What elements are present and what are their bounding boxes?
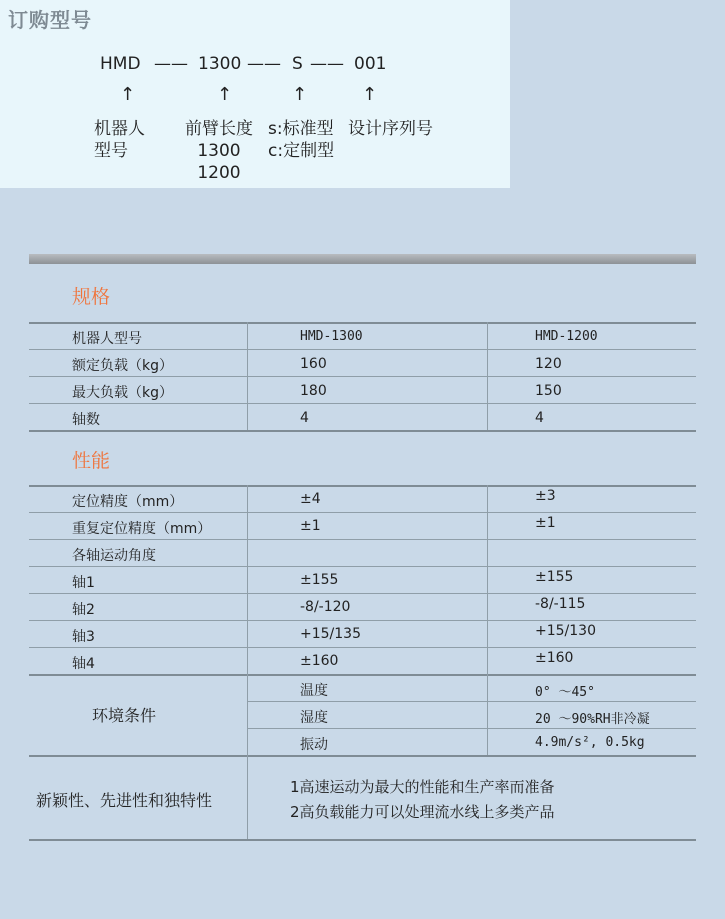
table-rule: [29, 430, 696, 432]
spec-row-value: 4: [300, 410, 309, 426]
spec-row-value: 160: [300, 356, 327, 372]
table-rule: [29, 593, 696, 594]
up-arrow-icon: ↑: [292, 84, 308, 105]
perf-row-value: -8/-120: [300, 599, 351, 615]
perf-row-value: ±155: [535, 569, 574, 585]
features-label: 新颖性、先进性和独特性: [36, 791, 213, 810]
perf-row-value: ±1: [300, 518, 321, 534]
order-title: 订购型号: [8, 8, 92, 32]
code-dash-1: ——: [154, 54, 188, 74]
table-column-rule: [247, 485, 248, 674]
perf-row-value: +15/135: [300, 626, 361, 642]
table-rule: [29, 485, 696, 487]
table-rule: [29, 376, 696, 377]
perf-row-value: -8/-115: [535, 596, 586, 612]
environment-label: 环境条件: [92, 706, 157, 725]
code-dash-2: ——: [247, 54, 281, 74]
table-rule: [29, 839, 696, 841]
table-column-rule: [247, 322, 248, 430]
perf-row-value: ±3: [535, 488, 556, 504]
perf-row-label: 定位精度（mm）: [72, 494, 184, 510]
env-row-label: 振动: [300, 737, 328, 753]
spec-row-value: 120: [535, 356, 562, 372]
order-model-panel: [0, 0, 510, 188]
table-rule: [29, 322, 696, 324]
env-row-value: 20 ～90%RH非冷凝: [535, 712, 650, 727]
desc-type: s:标准型 c:定制型: [268, 119, 335, 161]
perf-row-label: 各轴运动角度: [72, 548, 156, 564]
table-column-rule: [487, 322, 488, 430]
spec-row-value: 180: [300, 383, 327, 399]
perf-row-label: 轴4: [72, 656, 95, 672]
env-row-label: 温度: [300, 683, 328, 699]
spec-header-model-1: HMD-1300: [300, 329, 363, 344]
section-divider-bar: [29, 254, 696, 264]
perf-row-value: ±1: [535, 515, 556, 531]
env-row-label: 湿度: [300, 710, 328, 726]
table-rule: [29, 539, 696, 540]
desc-model: 机器人 型号: [94, 119, 145, 161]
table-rule: [29, 620, 696, 621]
spec-row-label: 最大负载（kg）: [72, 385, 173, 401]
code-dash-3: ——: [310, 54, 344, 74]
desc-arm-length: 前臂长度 1300 1200: [185, 119, 253, 183]
spec-row-value: 150: [535, 383, 562, 399]
perf-row-value: ±155: [300, 572, 339, 588]
code-serial: 001: [354, 54, 387, 74]
perf-row-value: ±4: [300, 491, 321, 507]
spec-section-title: 规格: [72, 286, 111, 308]
perf-row-value: +15/130: [535, 623, 596, 639]
spec-row-value: 4: [535, 410, 544, 426]
table-rule: [29, 647, 696, 648]
up-arrow-icon: ↑: [120, 84, 136, 105]
table-column-rule: [487, 485, 488, 674]
env-row-value: 0° ～45°: [535, 685, 595, 700]
table-rule: [29, 349, 696, 350]
perf-row-label: 轴2: [72, 602, 95, 618]
table-rule: [29, 755, 696, 757]
spec-header-model-2: HMD-1200: [535, 329, 598, 344]
spec-header-label: 机器人型号: [72, 331, 142, 347]
up-arrow-icon: ↑: [217, 84, 233, 105]
env-row-value: 4.9m/s², 0.5kg: [535, 735, 645, 750]
table-column-rule: [247, 755, 248, 839]
feature-item: 2高负载能力可以处理流水线上多类产品: [290, 803, 555, 821]
perf-row-label: 轴3: [72, 629, 95, 645]
code-arm-length: 1300: [198, 54, 242, 74]
feature-item: 1高速运动为最大的性能和生产率而准备: [290, 778, 555, 796]
table-rule: [29, 403, 696, 404]
code-type: S: [292, 54, 303, 74]
perf-row-value: ±160: [300, 653, 339, 669]
perf-row-label: 轴1: [72, 575, 95, 591]
desc-serial: 设计序列号: [348, 119, 433, 139]
code-model: HMD: [100, 54, 141, 74]
up-arrow-icon: ↑: [362, 84, 378, 105]
table-column-rule: [247, 674, 248, 755]
perf-row-value: ±160: [535, 650, 574, 666]
performance-section-title: 性能: [72, 450, 111, 472]
table-rule: [29, 512, 696, 513]
table-rule: [29, 674, 696, 676]
table-rule: [247, 728, 696, 729]
spec-row-label: 轴数: [72, 412, 100, 428]
table-rule: [29, 566, 696, 567]
perf-row-label: 重复定位精度（mm）: [72, 521, 212, 537]
spec-row-label: 额定负载（kg）: [72, 358, 173, 374]
table-rule: [247, 701, 696, 702]
table-column-rule: [487, 674, 488, 755]
